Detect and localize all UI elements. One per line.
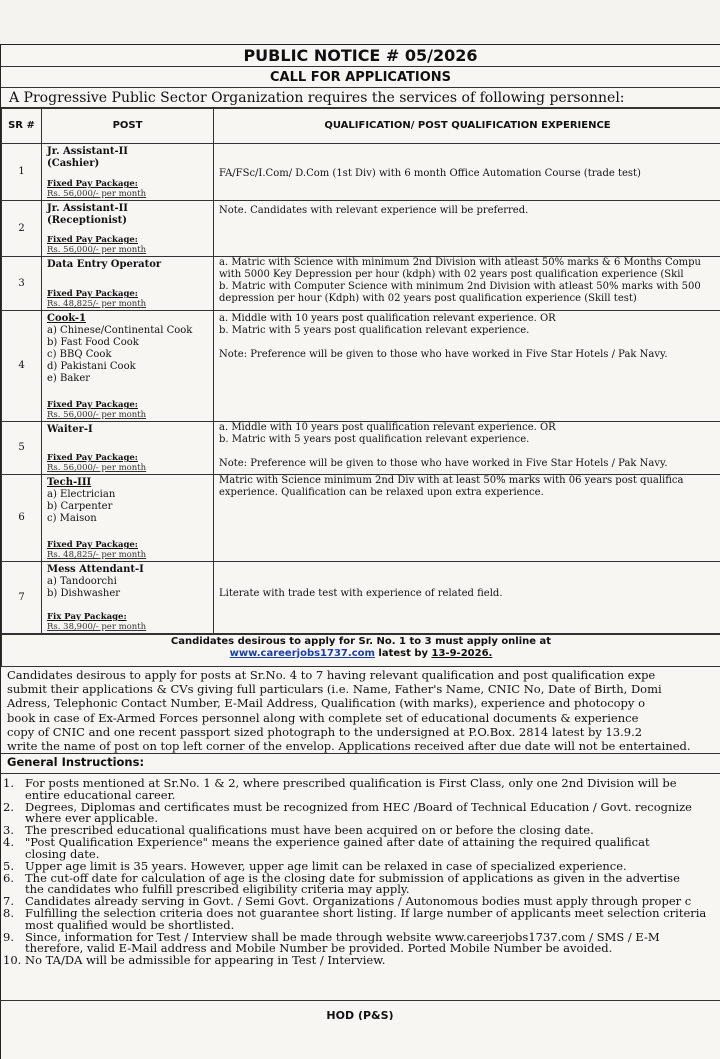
instruction-number: 3. xyxy=(3,823,14,838)
qualification-line: b. Matric with 5 years post qualification relevant experience. xyxy=(219,325,530,336)
apply-post-paragraph xyxy=(1,667,720,754)
post-subcategory: d) Pakistani Cook xyxy=(47,361,136,372)
post-subtitle: (Receptionist) xyxy=(47,215,127,226)
post-title: Cook-1 xyxy=(47,313,86,324)
qualification-line: Note. Candidates with relevant experience will be preferred. xyxy=(219,205,529,216)
notice-intro: A Progressive Public Sector Organization requires the services of following personnel: xyxy=(1,88,720,108)
sr-number: 6 xyxy=(2,475,42,562)
deadline-date: 13-9-2026. xyxy=(431,648,493,659)
notice-title: PUBLIC NOTICE # 05/2026 xyxy=(1,45,720,67)
qualification-cell xyxy=(214,562,720,634)
instruction-item xyxy=(1,955,720,967)
post-subcategory: c) BBQ Cook xyxy=(47,349,112,360)
pay-package-value: Rs. 48,825/- per month xyxy=(47,550,147,560)
sr-number: 7 xyxy=(2,562,42,634)
post-cell xyxy=(42,422,214,475)
pay-package-value: Rs. 56,000/- per month xyxy=(47,410,147,420)
pay-package xyxy=(47,179,146,199)
instruction-number: 2. xyxy=(3,799,14,814)
pay-package-label: Fix Pay Package: xyxy=(47,612,127,622)
qualification-line: b. Matric with 5 years post qualification relevant experience. xyxy=(219,434,530,445)
table-row xyxy=(2,475,720,562)
table-row xyxy=(2,144,720,201)
instruction-number: 5. xyxy=(3,858,14,873)
qualification-line xyxy=(219,337,720,349)
table-row xyxy=(2,562,720,634)
instruction-item xyxy=(1,778,720,801)
pay-package-label: Fixed Pay Package: xyxy=(47,179,138,189)
sr-number: 1 xyxy=(2,144,42,201)
pay-package xyxy=(47,289,146,309)
instruction-text: The cut-off date for calculation of age is the closing date for submission of applications as given in the advertise xyxy=(25,870,680,885)
post-title: Data Entry Operator xyxy=(47,259,162,270)
pay-package-value: Rs. 38,900/- per month xyxy=(47,622,147,632)
instruction-text: Upper age limit is 35 years. However, upper age limit can be relaxed in case of specialized experience. xyxy=(25,858,627,873)
instruction-text: entire educational career. xyxy=(25,787,176,802)
instruction-text: where ever applicable. xyxy=(25,811,159,826)
pay-package-value: Rs. 56,000/- per month xyxy=(47,189,147,199)
apply-online-box xyxy=(1,634,720,667)
pay-package-label: Fixed Pay Package: xyxy=(47,235,138,245)
post-subcategory: a) Tandoorchi xyxy=(47,576,117,587)
pay-package xyxy=(47,400,146,420)
instruction-number: 4. xyxy=(3,835,14,850)
instruction-text: closing date. xyxy=(25,846,100,861)
post-title: Mess Attendant-I xyxy=(47,564,144,575)
post-subcategory: b) Fast Food Cook xyxy=(47,337,139,348)
apply-post-line: submit their applications & CVs giving full particulars (i.e. Name, Father's Name, CNIC No, Date of Birth, Domi xyxy=(7,682,662,697)
notice-subtitle: CALL FOR APPLICATIONS xyxy=(1,67,720,88)
qualification-line: experience. Qualification can be relaxed upon extra experience. xyxy=(219,487,544,498)
post-title: Tech-III xyxy=(47,477,92,488)
pay-package-value: Rs. 48,825/- per month xyxy=(47,299,147,309)
instruction-number: 6. xyxy=(3,870,14,885)
qualification-line: depression per hour (Kdph) with 02 years post qualification experience (Skill test) xyxy=(219,293,637,304)
qualification-cell xyxy=(214,257,720,311)
post-cell xyxy=(42,311,214,422)
notice-sheet xyxy=(0,44,720,1059)
pay-package xyxy=(47,235,146,255)
general-instructions-heading: General Instructions: xyxy=(1,754,720,774)
post-subcategory: a) Chinese/Continental Cook xyxy=(47,325,193,336)
table-row xyxy=(2,257,720,311)
instruction-text: therefore, valid E-Mail address and Mobile Number be provided. Ported Mobile Number be avoided. xyxy=(25,941,613,956)
header-sr: SR # xyxy=(2,109,42,144)
instruction-text: The prescribed educational qualifications must have been acquired on or before the closing date. xyxy=(25,823,594,838)
qualification-line: Literate with trade test with experience of related field. xyxy=(219,588,503,599)
apply-online-line2 xyxy=(2,648,720,660)
qualification-line: a. Matric with Science with minimum 2nd Division with atleast 50% marks & 6 Months Compu xyxy=(219,257,701,268)
pay-package xyxy=(47,612,146,632)
instruction-text: Fulfilling the selection criteria does not guarantee short listing. If large number of applicants meet selection criteria xyxy=(25,906,707,921)
instruction-text: For posts mentioned at Sr.No. 1 & 2, where prescribed qualification is First Class, only one 2nd Division will be xyxy=(25,776,677,791)
instruction-item xyxy=(1,837,720,860)
instruction-text: "Post Qualification Experience" means the experience gained after date of attaining the required qualificat xyxy=(25,835,650,850)
pay-package xyxy=(47,540,146,560)
apply-post-line: book in case of Ex-Armed Forces personnel along with complete set of educational documents & experience xyxy=(7,710,639,725)
post-cell xyxy=(42,201,214,257)
instruction-text: most qualified would be shortlisted. xyxy=(25,917,235,932)
website-link[interactable]: www.careerjobs1737.com xyxy=(229,648,375,659)
post-subtitle: (Cashier) xyxy=(47,158,100,169)
posts-table xyxy=(1,108,720,634)
post-title: Jr. Assistant-II xyxy=(47,146,128,157)
sr-number: 3 xyxy=(2,257,42,311)
header-qualification: QUALIFICATION/ POST QUALIFICATION EXPERIENCE xyxy=(214,109,720,144)
apply-post-line: Candidates desirous to apply for posts at Sr.No. 4 to 7 having relevant qualification and post qualification expe xyxy=(7,668,656,682)
instruction-number: 7. xyxy=(3,894,14,909)
table-row xyxy=(2,201,720,257)
qualification-line: FA/FSc/I.Com/ D.Com (1st Div) with 6 month Office Automation Course (trade test) xyxy=(219,168,641,179)
instruction-text: Since, information for Test / Interview shall be made through website www.careerjobs1737.com / SMS / E-M xyxy=(25,929,660,944)
instruction-number: 8. xyxy=(3,906,14,921)
pay-package xyxy=(47,453,146,473)
qualification-cell xyxy=(214,201,720,257)
post-subcategory: b) Carpenter xyxy=(47,501,113,512)
instruction-text: Degrees, Diplomas and certificates must be recognized from HEC /Board of Technical Education / Govt. recognize xyxy=(25,799,692,814)
post-title: Waiter-I xyxy=(47,424,93,435)
instruction-text: the candidates who fulfill prescribed eligibility criteria may apply. xyxy=(25,882,410,897)
qualification-line xyxy=(219,446,720,458)
qualification-cell xyxy=(214,422,720,475)
qualification-line: a. Middle with 10 years post qualification relevant experience. OR xyxy=(219,422,556,433)
instruction-number: 9. xyxy=(3,929,14,944)
post-subcategory: c) Maison xyxy=(47,513,97,524)
instruction-number: 10. xyxy=(3,953,22,968)
apply-post-line: Adress, Telephonic Contact Number, E-Mail Address, Qualification (with marks), experience and photocopy o xyxy=(7,696,645,711)
qualification-line: b. Matric with Computer Science with minimum 2nd Division with atleast 50% marks with 500 xyxy=(219,281,701,292)
post-subcategory: a) Electrician xyxy=(47,489,116,500)
general-instructions-list xyxy=(1,774,720,967)
qualification-line: with 5000 Key Depression per hour (kdph) with 02 years post qualification experience (Skil xyxy=(219,269,684,280)
post-cell xyxy=(42,562,214,634)
header-post: POST xyxy=(42,109,214,144)
instruction-number: 1. xyxy=(3,776,14,791)
instruction-text: No TA/DA will be admissible for appearing in Test / Interview. xyxy=(25,953,386,968)
sr-number: 4 xyxy=(2,311,42,422)
qualification-line: Note: Preference will be given to those who have worked in Five Star Hotels / Pak Navy. xyxy=(219,349,668,360)
pay-package-label: Fixed Pay Package: xyxy=(47,540,138,550)
post-subcategory: b) Dishwasher xyxy=(47,588,121,599)
pay-package-value: Rs. 56,000/- per month xyxy=(47,245,147,255)
qualification-line: a. Middle with 10 years post qualification relevant experience. OR xyxy=(219,313,556,324)
instruction-item xyxy=(1,799,720,826)
apply-post-line: copy of CNIC and one recent passport sized photograph to the undersigned at P.O.Box. 2814 latest by 13.9.2 xyxy=(7,724,643,739)
table-row xyxy=(2,422,720,475)
pay-package-label: Fixed Pay Package: xyxy=(47,453,138,463)
post-cell xyxy=(42,144,214,201)
signature-block: HOD (P&S) xyxy=(0,1000,720,1020)
pay-package-label: Fixed Pay Package: xyxy=(47,289,138,299)
sr-number: 5 xyxy=(2,422,42,475)
qualification-cell xyxy=(214,144,720,201)
pay-package-label: Fixed Pay Package: xyxy=(47,400,138,410)
instruction-item xyxy=(1,929,720,956)
instruction-item xyxy=(1,908,720,931)
table-row xyxy=(2,311,720,422)
apply-online-line1: Candidates desirous to apply for Sr. No. 1 to 3 must apply online at xyxy=(170,636,552,647)
post-cell xyxy=(42,257,214,311)
qualification-cell xyxy=(214,475,720,562)
post-title: Jr. Assistant-II xyxy=(47,203,128,214)
latest-by-label: latest by xyxy=(378,648,429,659)
sr-number: 2 xyxy=(2,201,42,257)
instruction-text: Candidates already serving in Govt. / Semi Govt. Organizations / Autonomous bodies must apply through proper c xyxy=(25,894,692,909)
qualification-cell xyxy=(214,311,720,422)
post-rows xyxy=(2,144,720,634)
post-subcategory: e) Baker xyxy=(47,373,91,384)
post-cell xyxy=(42,475,214,562)
instruction-item xyxy=(1,870,720,897)
qualification-line: Matric with Science minimum 2nd Div with at least 50% marks with 06 years post qualifica xyxy=(219,475,684,486)
pay-package-value: Rs. 56,000/- per month xyxy=(47,463,147,473)
qualification-line: Note: Preference will be given to those who have worked in Five Star Hotels / Pak Navy. xyxy=(219,458,668,469)
apply-post-line: write the name of post on top left corner of the envelop. Applications received after due date will not be entertained. xyxy=(7,739,691,754)
